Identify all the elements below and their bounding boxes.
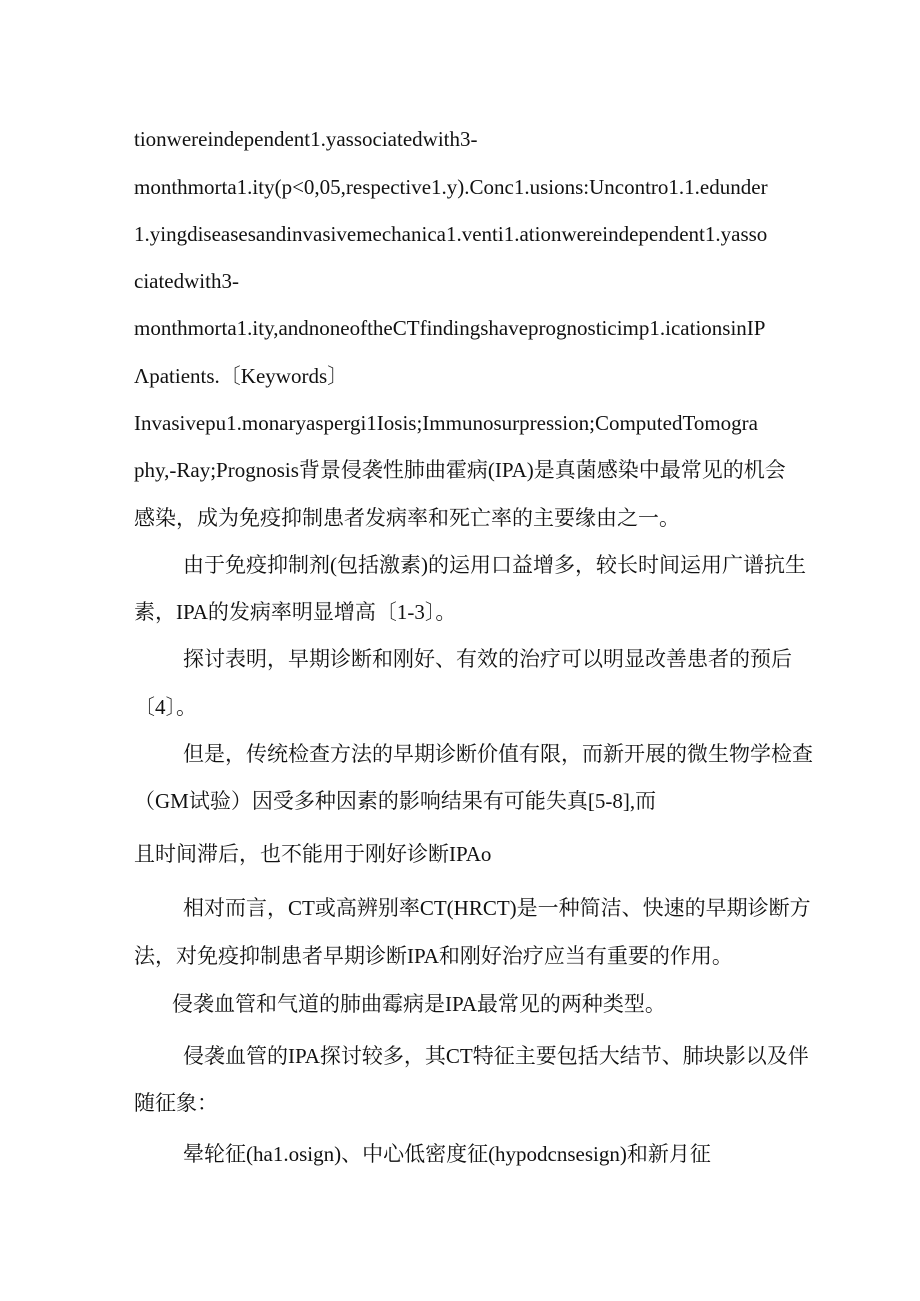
text-line: 由于免疫抑制剂(包括激素)的运用口益增多，较长时间运用广谱抗生 xyxy=(183,553,806,577)
text-line: 随征象： xyxy=(134,1091,218,1115)
text-line: monthmorta1.ity(p<0,05,respective1.y).Conc1.usions:Uncontro1.1.edunder xyxy=(134,175,768,199)
text-line: 侵袭血管和气道的肺曲霉病是IPA最常见的两种类型。 xyxy=(172,992,666,1016)
text-line: Invasivepu1.monaryaspergi1Iosis;Immunosurpression;ComputedTomogra xyxy=(134,411,758,435)
text-line: 探讨表明，早期诊断和刚好、有效的治疗可以明显改善患者的预后 xyxy=(183,647,792,671)
text-line: phy,-Ray;Prognosis背景侵袭性肺曲霍病(IPA)是真菌感染中最常见的机会 xyxy=(134,458,786,482)
text-line: 素，IPA的发病率明显增高〔1-3〕。 xyxy=(134,600,457,624)
text-line: 但是，传统检查方法的早期诊断价值有限，而新开展的微生物学检查 xyxy=(183,742,813,766)
text-line: 1.yingdiseasesandinvasivemechanica1.venti1.ationwereindependent1.yasso xyxy=(134,222,768,246)
text-line: 晕轮征(ha1.osign)、中心低密度征(hypodcnsesign)和新月征 xyxy=(183,1142,711,1166)
text-line: 法，对免疫抑制患者早期诊断IPA和刚好治疗应当有重要的作用。 xyxy=(134,944,733,968)
text-line: （GM试验）因受多种因素的影响结果有可能失真[5-8],而 xyxy=(134,789,657,813)
text-line: monthmorta1.ity,andnoneoftheCTfindingshaveprognosticimp1.icationsinIP xyxy=(134,316,766,340)
text-line: 感染，成为免疫抑制患者发病率和死亡率的主要缘由之一。 xyxy=(134,506,680,530)
text-line: 且时间滞后，也不能用于刚好诊断IPAo xyxy=(134,842,492,866)
text-line: 侵袭血管的IPA探讨较多，其CT特征主要包括大结节、肺块影以及伴 xyxy=(183,1044,809,1068)
text-line: Λpatients.〔Keywords〕 xyxy=(134,364,349,388)
text-line: 〔4〕。 xyxy=(134,695,197,719)
text-line: ciatedwith3- xyxy=(134,269,239,293)
text-line: 相对而言，CT或高辨别率CT(HRCT)是一种简洁、快速的早期诊断方 xyxy=(183,896,811,920)
text-line: tionwereindependent1.yassociatedwith3- xyxy=(134,127,478,151)
